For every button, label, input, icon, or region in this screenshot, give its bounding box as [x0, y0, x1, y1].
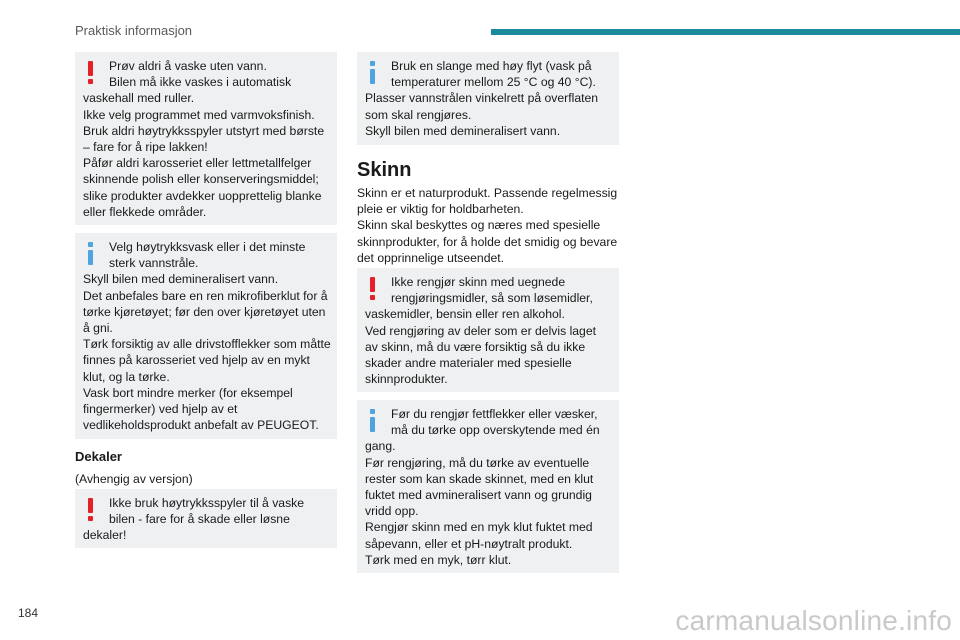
decals-note: (Avhengig av versjon) [75, 472, 193, 486]
text-line: bilen - fare for å skade eller løsne [109, 512, 290, 527]
warning-box-leather-cleaning [357, 268, 619, 392]
text-line: Rengjør skinn med en myk klut fuktet med [365, 520, 593, 535]
text-line: fuktet med avmineralisert vann og grundig [365, 488, 592, 503]
text-line: Prøv aldri å vaske uten vann. [109, 59, 267, 73]
text-line: såpevann, eller et pH-nøytralt produkt. [365, 536, 573, 551]
warning-icon [365, 277, 379, 301]
text-line: Bruk aldri høytrykksspyler utstyrt med børste [83, 123, 325, 138]
text-line: skinnprodukter. [365, 372, 448, 387]
text-line: Plasser vannstrålen vinkelrett på overflaten [365, 91, 599, 106]
text-line: Ved rengjøring av deler som er delvis laget [365, 323, 597, 338]
info-box-pressure-wash [75, 233, 337, 439]
info-icon [365, 61, 379, 85]
text-line: sterk vannstråle. [109, 256, 199, 271]
text-line: vridd opp. [365, 504, 419, 519]
info-box-hose [357, 52, 619, 145]
text-line: tørke kjøretøyet; før den over kjøretøyet uten [83, 304, 326, 319]
text-line: Ikke rengjør skinn med uegnede [391, 275, 566, 289]
text-line: gang. [365, 439, 396, 454]
decals-heading: Dekaler [75, 449, 122, 464]
text-line: pleie er viktig for holdbarheten. [357, 202, 524, 217]
text-line: vaskemidler, bensin eller ren alkohol. [365, 307, 565, 322]
info-icon [365, 409, 379, 433]
text-line: Ikke bruk høytrykksspyler til å vaske [109, 496, 305, 510]
text-line: skinnende polish eller konserveringsmiddel; [83, 172, 319, 187]
section-header: Praktisk informasjon [75, 23, 193, 38]
text-line: Bilen må ikke vaskes i automatisk [109, 75, 292, 90]
leather-heading: Skinn [357, 159, 412, 181]
text-line: Før rengjøring, må du tørke av eventuelle [365, 455, 590, 470]
text-line: Ikke velg programmet med varmvoksfinish. [83, 107, 315, 122]
warning-icon [83, 498, 97, 522]
text-line: rengjøringsmidler, så som løsemidler, [391, 291, 593, 306]
text-line: finnes på karosseriet ved hjelp av en mykt [83, 353, 310, 368]
text-line: slike produkter avdekker uopprettelig blanke [83, 188, 322, 203]
info-icon [83, 242, 97, 266]
text-line: fingermerker) ved hjelp av et [83, 402, 238, 417]
text-line: Tørk med en myk, tørr klut. [365, 552, 512, 567]
text-line: klut, og la tørke. [83, 369, 170, 384]
text-line: Bruk en slange med høy flyt (vask på [391, 59, 592, 73]
leather-intro [357, 185, 617, 266]
warning-box-washing [75, 52, 337, 225]
text-line: Velg høytrykksvask eller i det minste [109, 240, 306, 254]
text-line: Skyll bilen med demineralisert vann. [83, 272, 279, 287]
text-line: skinnprodukter, for å holde det smidig og bevare [357, 234, 618, 249]
text-line: rester som kan skade skinnet, med en klut [365, 471, 594, 486]
text-line: eller flekkede områder. [83, 204, 207, 219]
text-line: av skinn, må du være forsiktig så du ikke [365, 339, 586, 354]
text-line: må du tørke opp overskytende med én [391, 423, 600, 438]
header-accent-bar [491, 29, 960, 35]
text-line: Før du rengjør fettflekker eller væsker, [391, 407, 598, 421]
text-line: – fare for å ripe lakken! [83, 140, 208, 155]
text-line: vedlikeholdsprodukt anbefalt av PEUGEOT. [83, 418, 319, 433]
warning-icon [83, 61, 97, 85]
text-line: å gni. [83, 321, 113, 336]
text-line: Skinn skal beskyttes og næres med spesielle [357, 218, 601, 233]
text-line: det opprinnelige utseendet. [357, 250, 505, 265]
info-box-stains [357, 400, 619, 573]
text-line: Vask bort mindre merker (for eksempel [83, 385, 293, 400]
text-line: Skyll bilen med demineralisert vann. [365, 123, 561, 138]
warning-box-decals [75, 489, 337, 548]
text-line: vaskehall med ruller. [83, 91, 195, 106]
text-line: Påfør aldri karosseriet eller lettmetallfelger [83, 156, 312, 171]
text-line: Det anbefales bare en ren mikrofiberklut for å [83, 288, 328, 303]
text-line: Skinn er et naturprodukt. Passende regelmessig [357, 186, 618, 200]
text-line: temperaturer mellom 25 °C og 40 °C). [391, 75, 596, 90]
page-number: 184 [18, 606, 39, 620]
watermark: carmanualsonline.info [675, 605, 952, 636]
text-line: dekaler! [83, 528, 127, 543]
text-line: skader andre materialer med spesielle [365, 356, 572, 371]
text-line: som skal rengjøres. [365, 107, 472, 122]
text-line: Tørk forsiktig av alle drivstofflekker som måtte [83, 337, 331, 352]
